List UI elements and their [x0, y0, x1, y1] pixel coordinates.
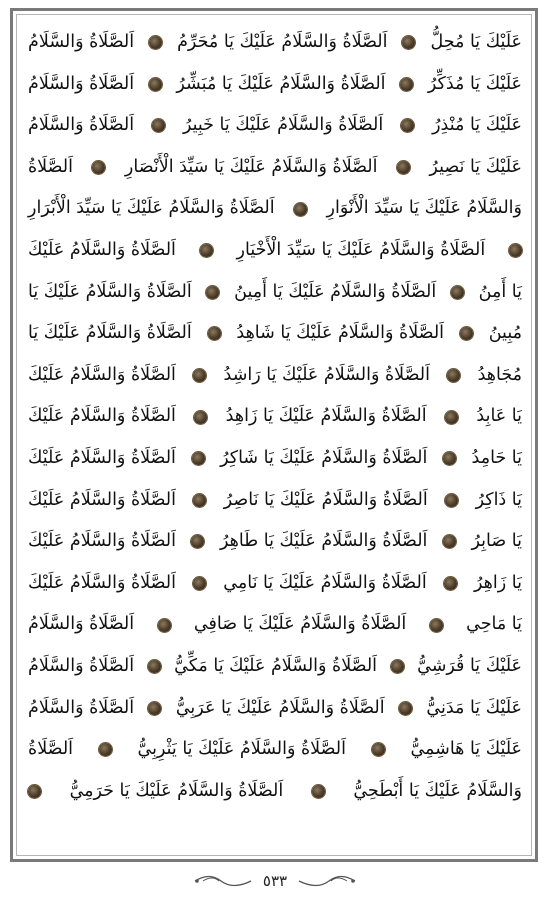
text-segment: اَلصَّلَاةُ وَالسَّلَامُ عَلَيْكَ: [28, 240, 176, 261]
scroll-flourish-icon: [297, 874, 357, 888]
text-line: [28, 22, 522, 64]
text-segment: اَلصَّلَاةُ وَالسَّلَامُ عَلَيْكَ يَا شَاكِرُ: [220, 447, 428, 468]
rosette-medallion-icon: [397, 161, 410, 174]
rosette-medallion-icon: [294, 203, 307, 216]
text-segment: اَلصَّلَاةُ وَالسَّلَامُ عَلَيْكَ يَا أَمِينُ: [234, 281, 437, 302]
text-segment: يَا عَابِدُ: [476, 406, 522, 427]
text-segment: اَلصَّلَاةُ وَالسَّلَامُ: [28, 73, 135, 94]
text-segment: اَلصَّلَاةُ: [28, 156, 73, 177]
text-segment: اَلصَّلَاةُ وَالسَّلَامُ عَلَيْكَ يَا نَامِي: [223, 572, 427, 593]
text-segment: اَلصَّلَاةُ وَالسَّلَامُ عَلَيْكَ يَا حَرَمِيُّ: [69, 780, 284, 801]
text-line: [28, 646, 522, 688]
text-line: [28, 188, 522, 230]
text-segment: عَلَيْكَ يَا قُرَشِيُّ: [417, 655, 522, 676]
text-segment: اَلصَّلَاةُ وَالسَّلَامُ عَلَيْكَ يَا زَاهِدُ: [225, 406, 427, 427]
rosette-medallion-icon: [193, 494, 206, 507]
text-segment: عَلَيْكَ يَا مَدَنِيُّ: [426, 697, 522, 718]
text-line: [28, 438, 522, 480]
rosette-medallion-icon: [447, 369, 460, 382]
text-segment: اَلصَّلَاةُ وَالسَّلَامُ: [28, 655, 135, 676]
rosette-medallion-icon: [460, 327, 473, 340]
page-footer: [0, 866, 550, 896]
text-line: [28, 563, 522, 605]
text-segment: يَا مَاحِي: [466, 614, 522, 635]
text-segment: عَلَيْكَ يَا مُذَكِّرُ: [427, 73, 522, 94]
text-segment: اَلصَّلَاةُ وَالسَّلَامُ عَلَيْكَ: [28, 406, 176, 427]
text-segment: عَلَيْكَ يَا مُنْذِرُ: [432, 115, 522, 136]
text-line: [28, 230, 522, 272]
text-line: [28, 313, 522, 355]
text-segment: اَلصَّلَاةُ وَالسَّلَامُ عَلَيْكَ يَا طَاهِرُ: [220, 531, 428, 552]
text-segment: وَالسَّلَامُ عَلَيْكَ يَا أَبْطَحِيُّ: [353, 780, 522, 801]
text-segment: اَلصَّلَاةُ وَالسَّلَامُ عَلَيْكَ يَا نَاصِرُ: [223, 489, 428, 510]
text-segment: اَلصَّلَاةُ وَالسَّلَامُ عَلَيْكَ يَا صَافِي: [193, 614, 407, 635]
text-body: [28, 22, 522, 812]
text-segment: اَلصَّلَاةُ وَالسَّلَامُ عَلَيْكَ يَا يَثْرِبِيُّ: [137, 739, 346, 760]
rosette-medallion-icon: [148, 660, 161, 673]
rosette-medallion-icon: [399, 702, 412, 715]
rosette-medallion-icon: [152, 119, 165, 132]
text-segment: اَلصَّلَاةُ وَالسَّلَامُ عَلَيْكَ: [28, 531, 176, 552]
text-segment: اَلصَّلَاةُ: [28, 739, 74, 760]
text-segment: يَا أَمِنُ: [478, 281, 522, 302]
rosette-medallion-icon: [206, 286, 219, 299]
rosette-medallion-icon: [444, 577, 457, 590]
rosette-medallion-icon: [192, 452, 205, 465]
text-segment: اَلصَّلَاةُ وَالسَّلَامُ عَلَيْكَ: [28, 489, 176, 510]
text-segment: اَلصَّلَاةُ وَالسَّلَامُ عَلَيْكَ يَا: [28, 323, 192, 344]
text-line: [28, 355, 522, 397]
text-segment: اَلصَّلَاةُ وَالسَّلَامُ عَلَيْكَ: [28, 447, 176, 468]
text-line: [28, 521, 522, 563]
text-segment: اَلصَّلَاةُ وَالسَّلَامُ عَلَيْكَ يَا مُحَرِّمُ: [177, 32, 388, 53]
text-segment: اَلصَّلَاةُ وَالسَّلَامُ عَلَيْكَ يَا سَيِّدَ الْأَبْرَارِ: [28, 198, 275, 219]
text-segment: اَلصَّلَاةُ وَالسَّلَامُ: [28, 697, 135, 718]
text-line: [28, 64, 522, 106]
text-line: [28, 147, 522, 189]
scroll-flourish-icon: [193, 874, 253, 888]
rosette-medallion-icon: [509, 244, 522, 257]
rosette-medallion-icon: [372, 743, 385, 756]
rosette-medallion-icon: [445, 494, 458, 507]
text-segment: يَا صَابِرُ: [471, 531, 522, 552]
rosette-medallion-icon: [92, 161, 105, 174]
rosette-medallion-icon: [443, 535, 456, 548]
rosette-medallion-icon: [148, 702, 161, 715]
text-segment: يَا زَاهِرُ: [474, 572, 522, 593]
rosette-medallion-icon: [194, 411, 207, 424]
text-line: [28, 604, 522, 646]
text-segment: اَلصَّلَاةُ وَالسَّلَامُ: [28, 32, 135, 53]
rosette-medallion-icon: [391, 660, 404, 673]
text-segment: يَا حَامِدُ: [471, 447, 522, 468]
text-line: [28, 480, 522, 522]
text-segment: عَلَيْكَ يَا مُحِلُّ: [430, 32, 522, 53]
text-line: [28, 688, 522, 730]
rosette-medallion-icon: [149, 36, 162, 49]
text-segment: اَلصَّلَاةُ وَالسَّلَامُ: [28, 115, 135, 136]
text-segment: اَلصَّلَاةُ وَالسَّلَامُ عَلَيْكَ يَا عَرَبِيُّ: [175, 697, 385, 718]
text-segment: اَلصَّلَاةُ وَالسَّلَامُ عَلَيْكَ يَا رَاشِدُ: [223, 364, 430, 385]
text-segment: عَلَيْكَ يَا نَصِيرُ: [429, 156, 522, 177]
rosette-medallion-icon: [191, 535, 204, 548]
text-segment: اَلصَّلَاةُ وَالسَّلَامُ عَلَيْكَ: [28, 572, 176, 593]
text-segment: اَلصَّلَاةُ وَالسَّلَامُ عَلَيْكَ يَا سَيِّدَ الْأَخْيَارِ: [236, 240, 486, 261]
rosette-medallion-icon: [193, 577, 206, 590]
text-line: [28, 771, 522, 813]
rosette-medallion-icon: [451, 286, 464, 299]
rosette-medallion-icon: [445, 411, 458, 424]
text-segment: اَلصَّلَاةُ وَالسَّلَامُ عَلَيْكَ يَا شَاهِدُ: [236, 323, 445, 344]
text-segment: اَلصَّلَاةُ وَالسَّلَامُ عَلَيْكَ يَا مَكِّيُّ: [174, 655, 378, 676]
text-line: [28, 396, 522, 438]
rosette-medallion-icon: [312, 785, 325, 798]
text-segment: اَلصَّلَاةُ وَالسَّلَامُ عَلَيْكَ يَا: [28, 281, 192, 302]
rosette-medallion-icon: [28, 785, 41, 798]
text-line: [28, 105, 522, 147]
text-segment: اَلصَّلَاةُ وَالسَّلَامُ عَلَيْكَ يَا خَبِيرُ: [182, 115, 384, 136]
rosette-medallion-icon: [443, 452, 456, 465]
rosette-medallion-icon: [149, 78, 162, 91]
rosette-medallion-icon: [401, 119, 414, 132]
text-line: [28, 272, 522, 314]
text-segment: مُجَاهِدُ: [477, 364, 522, 385]
text-segment: عَلَيْكَ يَا هَاشِمِيُّ: [410, 739, 522, 760]
rosette-medallion-icon: [99, 743, 112, 756]
text-line: [28, 729, 522, 771]
rosette-medallion-icon: [193, 369, 206, 382]
text-segment: اَلصَّلَاةُ وَالسَّلَامُ: [28, 614, 135, 635]
text-segment: اَلصَّلَاةُ وَالسَّلَامُ عَلَيْكَ: [28, 364, 176, 385]
text-segment: اَلصَّلَاةُ وَالسَّلَامُ عَلَيْكَ يَا مُبَشِّرُ: [176, 73, 386, 94]
rosette-medallion-icon: [400, 78, 413, 91]
text-segment: اَلصَّلَاةُ وَالسَّلَامُ عَلَيْكَ يَا سَيِّدَ الْأَنْصَارِ: [124, 156, 378, 177]
text-segment: يَا ذَاكِرُ: [475, 489, 522, 510]
rosette-medallion-icon: [200, 244, 213, 257]
page-number: ٥٣٣: [262, 872, 288, 890]
rosette-medallion-icon: [430, 619, 443, 632]
text-segment: وَالسَّلَامُ عَلَيْكَ يَا سَيِّدَ الْأَنْوَارِ: [326, 198, 522, 219]
rosette-medallion-icon: [402, 36, 415, 49]
rosette-medallion-icon: [158, 619, 171, 632]
rosette-medallion-icon: [208, 327, 221, 340]
text-segment: مُبِينُ: [488, 323, 522, 344]
